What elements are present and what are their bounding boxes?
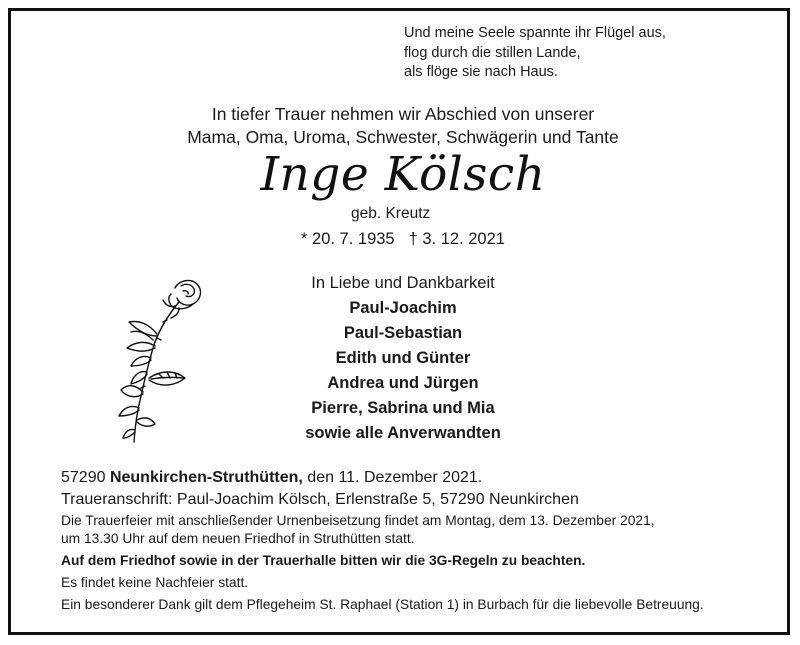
poem-line: flog durch die stillen Lande,: [404, 44, 581, 61]
rose-icon: [109, 274, 209, 444]
service-info: [61, 512, 761, 548]
birth-name: geb. Kreutz: [351, 205, 431, 222]
obituary-notice: [8, 8, 790, 635]
intro-text: [11, 103, 795, 149]
death-date: † 3. 12. 2021: [408, 230, 505, 248]
intro-line: Mama, Oma, Uroma, Schwester, Schwägerin und Tante: [187, 127, 619, 147]
intro-line: In tiefer Trauer nehmen wir Abschied von unserer: [211, 104, 595, 124]
place: Neunkirchen-Struthütten,: [109, 469, 303, 486]
covid-notice: Auf dem Friedhof sowie in der Trauerhalle bitten wir die 3G-Regeln zu beachten.: [61, 553, 586, 568]
footer-info: [61, 467, 761, 614]
postcode: 57290: [61, 469, 106, 486]
birth-date: * 20. 7. 1935: [301, 230, 395, 248]
mourner-name: Edith und Günter: [335, 349, 471, 367]
service-line: um 13.30 Uhr auf dem neuen Friedhof in Struthütten statt.: [61, 531, 415, 546]
mourner-name: Paul-Sebastian: [343, 324, 463, 342]
deceased-name: Inge Kölsch: [260, 147, 546, 202]
mourners-list: [253, 271, 553, 446]
poem-line: als flöge sie nach Haus.: [404, 64, 558, 80]
poem-line: Und meine Seele spannte ihr Flügel aus,: [404, 25, 666, 41]
service-line: Die Trauerfeier mit anschließender Urnenbeisetzung findet am Montag, dem 13. Dezember 2021,: [61, 513, 655, 528]
place-date-line: [61, 467, 761, 489]
poem: [404, 24, 666, 83]
mourning-address: Traueranschrift: Paul-Joachim Kölsch, Erlenstraße 5, 57290 Neunkirchen: [61, 491, 579, 508]
no-reception-note: Es findet keine Nachfeier statt.: [61, 575, 249, 590]
thanks-note: Ein besonderer Dank gilt dem Pflegeheim St. Raphael (Station 1) in Burbach für die liebevolle Betreuung.: [61, 597, 704, 612]
mourner-name: Andrea und Jürgen: [327, 374, 479, 392]
mourner-name: sowie alle Anverwandten: [305, 424, 501, 442]
mourner-name: Paul-Joachim: [349, 299, 457, 317]
mourner-name: Pierre, Sabrina und Mia: [311, 399, 495, 417]
life-dates: [11, 230, 795, 249]
mourners-heading: In Liebe und Dankbarkeit: [311, 274, 495, 292]
date: den 11. Dezember 2021.: [307, 469, 483, 486]
